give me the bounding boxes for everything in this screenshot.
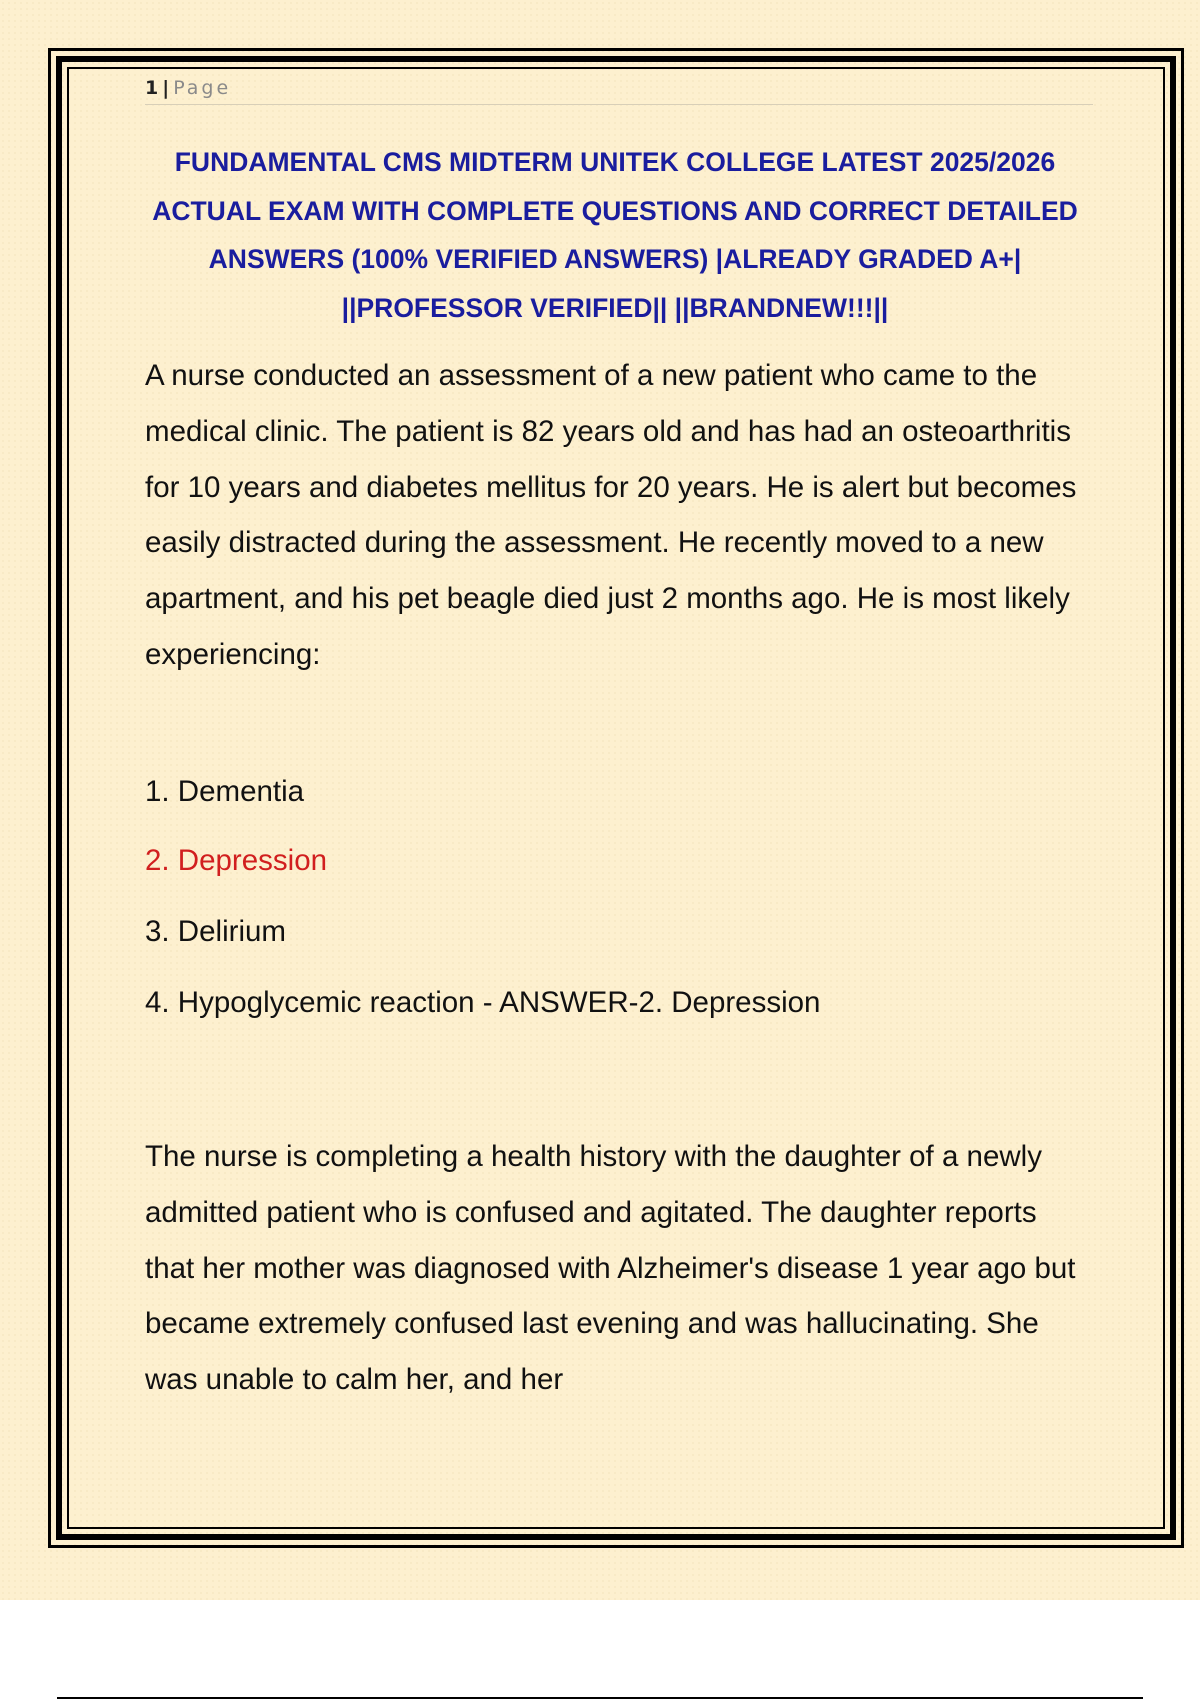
page-label: Page (173, 77, 232, 99)
question-1-option-1: 1. Dementia (145, 775, 305, 808)
page-header-separator: | (162, 77, 170, 99)
page-number: 1 (145, 77, 159, 99)
question-2-text: The nurse is completing a health history with the daughter of a newly admitted patient who is confused and agitated. The daughter reports that her mother was diagnosed with Alzheimer's disease 1 year ago but became extremely confused last evening and was hallucinating. She was unable to calm her, and her (145, 1140, 1076, 1397)
question-1-option-3: 3. Delirium (145, 915, 286, 948)
question-1-text: A nurse conducted an assessment of a new patient who came to the medical clinic. The patient is 82 years old and has had an osteoarthritis for 10 years and diabetes mellitus for 20 years. He is alert but becomes easily distracted during the assessment. He recently moved to a new apartment, and his pet beagle died just 2 months ago. He is most likely experiencing: (145, 359, 1077, 671)
question-1-option-4-answer: 4. Hypoglycemic reaction - ANSWER-2. Depression (145, 986, 821, 1019)
question-1-option-2-correct: 2. Depression (145, 844, 328, 877)
document-title: FUNDAMENTAL CMS MIDTERM UNITEK COLLEGE LATEST 2025/2026 ACTUAL EXAM WITH COMPLETE QUESTIONS AND CORRECT DETAILED ANSWERS (100% VERIFIED ANSWERS) |ALREADY GRADED A+| ||PROFESSOR VERIFIED|| ||BRANDNEW!!!|| (152, 147, 1078, 323)
bottom-divider (57, 1697, 1143, 1699)
page-header (145, 74, 1093, 105)
